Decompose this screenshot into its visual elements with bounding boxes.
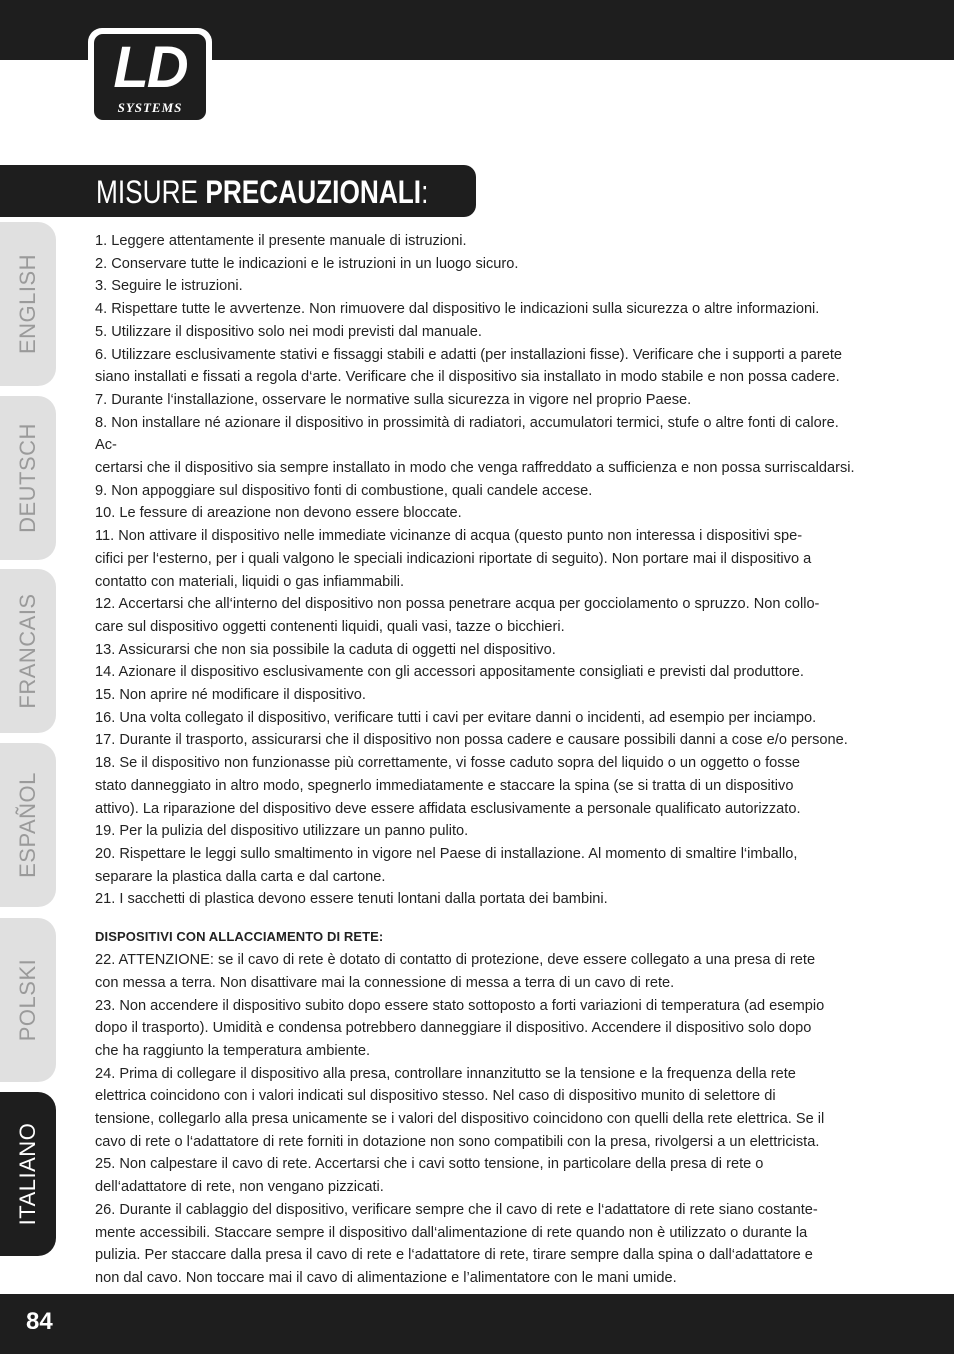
list-item: 24. Prima di collegare il dispositivo alla presa, controllare innanzitutto se la tensione e la frequenza della rete elettrica coincidono con i valori indicati sul dispositivo stesso. Nel caso di dispositivo munito di selettore di tensione, collegarlo alla presa unicamente se i valori del dispositivo coincidono con quelli della rete elettrica. Se il cavo di rete o l‘adattatore di rete forniti in dotazione non sono compatibili con la presa, rivolgersi a un elettricista.	[95, 1065, 825, 1150]
list-item: 4. Rispettare tutte le avvertenze. Non rimuovere dal dispositivo le indicazioni sulla sicurezza o altre informazioni.	[95, 301, 820, 318]
list-item: 18. Se il dispositivo non funzionasse più correttamente, vi fosse caduto sopra del liquido o un oggetto o fosse stato danneggiato in altro modo, spegnerlo immediatamente e staccare la spina (se si tratta di un dispositivo attivo). La riparazione del dispositivo deve essere affidata esclusivamente a personale qualificato autorizzato.	[95, 755, 801, 817]
tab-english[interactable]	[0, 222, 56, 386]
list-item: 1. Leggere attentamente il presente manuale di istruzioni.	[95, 233, 467, 249]
tab-label: POLSKI	[15, 958, 40, 1042]
list-item: 23. Non accendere il dispositivo subito dopo essere stato sottoposto a forti variazioni di temperatura (ad esempio dopo il trasporto). Umidità e condensa potrebbero danneggiare il dispositivo. Accendere il dispositivo solo dopo che ha raggiunto la temperatura ambiente.	[95, 997, 825, 1059]
tab-label: ENGLISH	[15, 253, 40, 355]
list-item: 5. Utilizzare il dispositivo solo nei modi previsti dal manuale.	[95, 323, 482, 340]
list-item: 8. Non installare né azionare il dispositivo in prossimità di radiatori, accumulatori termici, stufe o altre fonti di calore. Ac- certarsi che il dispositivo sia sempre installato in modo che venga raffreddato a sufficienza e non possa surriscaldarsi.	[95, 414, 855, 477]
list-item: 6. Utilizzare esclusivamente stativi e fissaggi stabili e adatti (per installazioni fisse). Verificare che i supporti a parete siano installati e fissati a regola d‘arte. Verificare che il dispositivo sia installato in modo stabile e non possa cadere.	[95, 346, 843, 386]
list-item: 17. Durante il trasporto, assicurarsi che il dispositivo non possa cadere e causare possibili danni a cose e/o persone.	[95, 732, 848, 749]
list-item: 9. Non appoggiare sul dispositivo fonti di combustione, quali candele accese.	[95, 482, 593, 499]
tab-label: DEUTSCH	[15, 423, 40, 533]
list-item: 20. Rispettare le leggi sullo smaltimento in vigore nel Paese di installazione. Al momento di smaltire l‘imballo, separare la plastica dalla carta e dal cartone.	[95, 845, 798, 885]
list-item: 11. Non attivare il dispositivo nelle immediate vicinanze di acqua (questo punto non interessa i dispositivi spe- cifici per l‘esterno, per i quali valgono le speciali indicazioni riportate di seguito). Non portare mai il dispositivo a contatto con materiali, liquidi o gas infiammabili.	[95, 528, 812, 590]
tab-espanol[interactable]	[0, 743, 56, 907]
page-title	[96, 173, 428, 211]
list-item: 22. ATTENZIONE: se il cavo di rete è dotato di contatto di protezione, deve essere collegato a una presa di rete con messa a terra. Non disattivare mai la connessione di messa a terra di un cavo di rete.	[95, 952, 816, 991]
page-number: 84	[26, 1308, 53, 1335]
list-item: 25. Non calpestare il cavo di rete. Accertarsi che i cavi sotto tensione, in particolare della presa di rete o dell‘adattatore di rete, non vengano pizzicati.	[95, 1156, 764, 1196]
logo-mark: LD	[113, 35, 187, 100]
tab-polski[interactable]	[0, 918, 56, 1082]
list-item: 26. Durante il cablaggio del dispositivo, verificare sempre che il cavo di rete e l‘adattatore di rete siano costante- mente accessibili. Staccare sempre il dispositivo dall‘alimentazione di rete quando non è utilizzato o durante la pulizia. Per staccare dalla presa il cavo di rete e l‘adattatore di rete, tirare sempre dalla spina o dall‘adattatore e non dal cavo. Non toccare mai il cavo di alimentazione e l’alimentatore con le mani umide.	[95, 1201, 818, 1286]
list-item: 14. Azionare il dispositivo esclusivamente con gli accessori appositamente consigliati e previsti dal produttore.	[95, 664, 804, 681]
list-item: 12. Accertarsi che all‘interno del dispositivo non possa penetrare acqua per gocciolamento o spruzzo. Non collo- care sul dispositivo oggetti contenenti liquidi, quali vasi, tazze o bicchieri.	[95, 596, 820, 635]
list-item: 13. Assicurarsi che non sia possibile la caduta di oggetti nel dispositivo.	[95, 641, 556, 658]
precautions-content	[95, 230, 855, 1290]
tab-label: ESPAÑOL	[15, 772, 40, 878]
tab-italiano[interactable]	[0, 1092, 56, 1256]
list-item: 2. Conservare tutte le indicazioni e le istruzioni in un luogo sicuro.	[95, 255, 519, 272]
logo-badge	[92, 32, 208, 122]
list-item: 15. Non aprire né modificare il dispositivo.	[95, 687, 366, 704]
list-item: 3. Seguire le istruzioni.	[95, 278, 243, 295]
title-bold: PRECAUZIONALI	[205, 174, 422, 210]
bottom-bar	[0, 1294, 954, 1354]
list-item: 19. Per la pulizia del dispositivo utilizzare un panno pulito.	[95, 823, 469, 840]
list-item: 16. Una volta collegato il dispositivo, verificare tutti i cavi per evitare danni o incidenti, ad esempio per inciampo.	[95, 709, 817, 726]
title-regular: MISURE	[96, 174, 206, 210]
tab-label: FRANCAIS	[15, 593, 40, 709]
title-bar	[0, 165, 476, 217]
tab-label: ITALIANO	[15, 1122, 40, 1226]
list-item: 7. Durante l‘installazione, osservare le normative sulla sicurezza in vigore nel proprio Paese.	[95, 391, 692, 408]
list-item: 21. I sacchetti di plastica devono essere tenuti lontani dalla portata dei bambini.	[95, 891, 608, 908]
section-heading: DISPOSITIVI CON ALLACCIAMENTO DI RETE:	[95, 929, 384, 945]
title-suffix: :	[421, 174, 429, 210]
logo-subtitle: SYSTEMS	[117, 100, 183, 115]
tab-francais[interactable]	[0, 569, 56, 733]
list-item: 10. Le fessure di areazione non devono essere bloccate.	[95, 505, 462, 522]
ld-systems-logo	[88, 28, 212, 126]
tab-deutsch[interactable]	[0, 396, 56, 560]
